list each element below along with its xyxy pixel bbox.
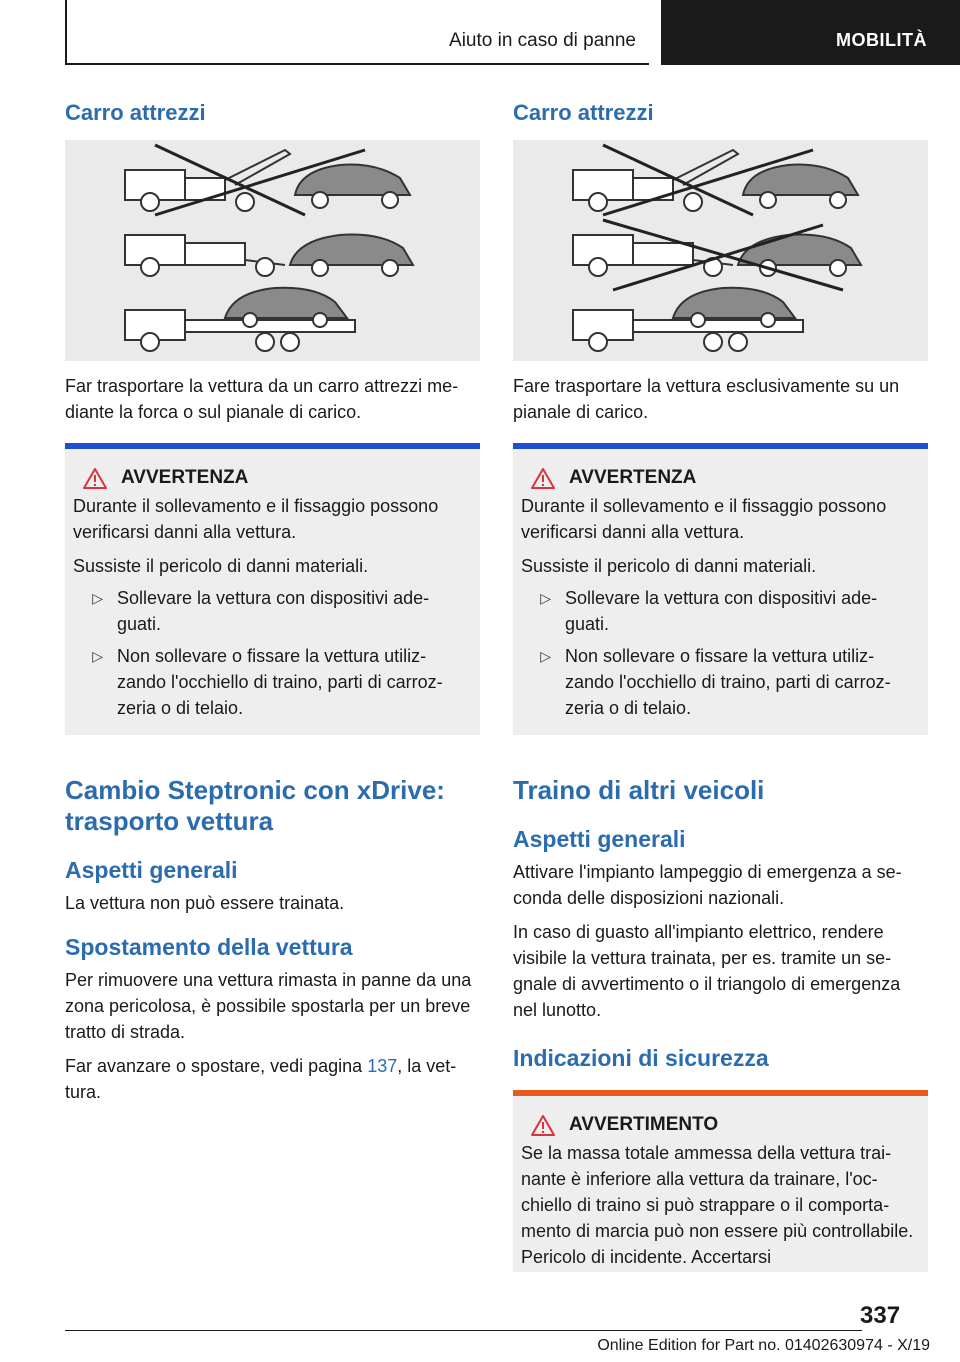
tow-truck-illustration xyxy=(513,140,928,361)
header-chapter-tab xyxy=(661,0,960,65)
warning-text: Sussiste il pericolo di danni materiali. xyxy=(73,556,369,576)
warning-box-right xyxy=(513,443,928,735)
warning-box-safety xyxy=(513,1090,928,1272)
header-rule-horizontal xyxy=(65,63,649,65)
warning-triangle-icon xyxy=(531,1115,555,1136)
bullet-text: Non sollevare o fissare la vettura utiliz-zando l'occhiello di traino, parti di carroz-zeria o di telaio. xyxy=(565,646,891,718)
tow-truck-illustration xyxy=(65,140,480,361)
warning-title: AVVERTIMENTO xyxy=(569,1114,719,1135)
subsection-safety: Indicazioni di sicurezza xyxy=(513,1045,769,1071)
footer-rule xyxy=(65,1330,862,1331)
bullet-marker: ▷ xyxy=(540,590,551,606)
towed-car-icon xyxy=(743,165,858,208)
page-number: 337 xyxy=(860,1302,901,1329)
warning-box-left xyxy=(65,443,480,735)
footer-edition: Online Edition for Part no. 01402630974 - X/19 xyxy=(597,1337,930,1354)
warning-bullet xyxy=(521,643,920,721)
warning-title: AVVERTENZA xyxy=(121,467,249,488)
right-column xyxy=(513,100,928,1272)
warning-triangle-icon xyxy=(531,468,555,489)
warning-bullet xyxy=(73,585,472,637)
move-text: Per rimuovere una vettura rimasta in panne da una zona pericolosa, è possibile spostarla per un breve tratto di strada. xyxy=(65,970,472,1042)
general-text: In caso di guasto all'impianto elettrico, rendere visibile la vettura trainata, per es. tramite un se-gnale di avvertimento o il triangolo di emergenza nel lunotto. xyxy=(513,922,901,1020)
bullet-marker: ▷ xyxy=(92,590,103,606)
towed-car-icon xyxy=(295,165,410,208)
subsection-general: Aspetti generali xyxy=(65,857,238,883)
warning-triangle-icon xyxy=(83,468,107,489)
bullet-text: Sollevare la vettura con dispositivi ade-guati. xyxy=(565,588,878,634)
header-chapter-label: MOBILITÀ xyxy=(836,30,927,50)
warning-bullet xyxy=(521,585,920,637)
bullet-marker: ▷ xyxy=(540,648,551,664)
subsection-move-vehicle: Spostamento della vettura xyxy=(65,934,353,960)
bullet-marker: ▷ xyxy=(92,648,103,664)
tow-truck-caption-left: Far trasportare la vettura da un carro attrezzi me-diante la forca o sul pianale di carico. xyxy=(65,376,459,422)
warning-text: Se la massa totale ammessa della vettura trai-nante è inferiore alla vettura da trainare, l'oc-chiello di traino si può strappare o il comporta-mento di marcia può non essere più controllabile. Pericolo di incidente. Accertarsi xyxy=(521,1143,914,1267)
warning-title: AVVERTENZA xyxy=(569,467,697,488)
bullet-text: Sollevare la vettura con dispositivi ade-guati. xyxy=(117,588,430,634)
left-column xyxy=(65,100,480,1105)
section-title-towing: Traino di altri veicoli xyxy=(513,775,765,805)
tow-truck-figure-left xyxy=(65,140,480,361)
bullet-text: Non sollevare o fissare la vettura utiliz-zando l'occhiello di traino, parti di carroz-zeria o di telaio. xyxy=(117,646,443,718)
move-reference: Far avanzare o spostare, vedi pagina 137, la vet-tura. xyxy=(65,1056,457,1102)
lifted-car-icon xyxy=(290,235,413,276)
lifted-car-icon xyxy=(738,235,861,276)
wrecker-truck-fork-icon xyxy=(125,235,285,276)
warning-bullet xyxy=(73,643,472,721)
tow-truck-figure-right xyxy=(513,140,928,361)
wrecker-truck-fork-icon xyxy=(573,235,733,276)
page-reference-link[interactable]: 137 xyxy=(367,1056,398,1076)
tow-truck-title-right: Carro attrezzi xyxy=(513,100,654,125)
tow-truck-caption-right: Fare trasportare la vettura esclusivamente su un pianale di carico. xyxy=(513,376,900,422)
warning-text: Durante il sollevamento e il fissaggio possono verificarsi danni alla vettura. xyxy=(521,496,887,542)
general-text: Attivare l'impianto lampeggio di emergenza a se-conda delle disposizioni nazionali. xyxy=(513,862,902,908)
tow-truck-title-left: Carro attrezzi xyxy=(65,100,206,125)
header-section-title: Aiuto in caso di panne xyxy=(449,30,636,51)
warning-text: Durante il sollevamento e il fissaggio possono verificarsi danni alla vettura. xyxy=(73,496,439,542)
general-text: La vettura non può essere trainata. xyxy=(65,893,345,913)
header-rule-vertical xyxy=(65,0,67,65)
subsection-general: Aspetti generali xyxy=(513,826,686,852)
section-title-steptronic: Cambio Steptronic con xDrive: trasporto vettura xyxy=(65,775,445,836)
warning-text: Sussiste il pericolo di danni materiali. xyxy=(521,556,817,576)
